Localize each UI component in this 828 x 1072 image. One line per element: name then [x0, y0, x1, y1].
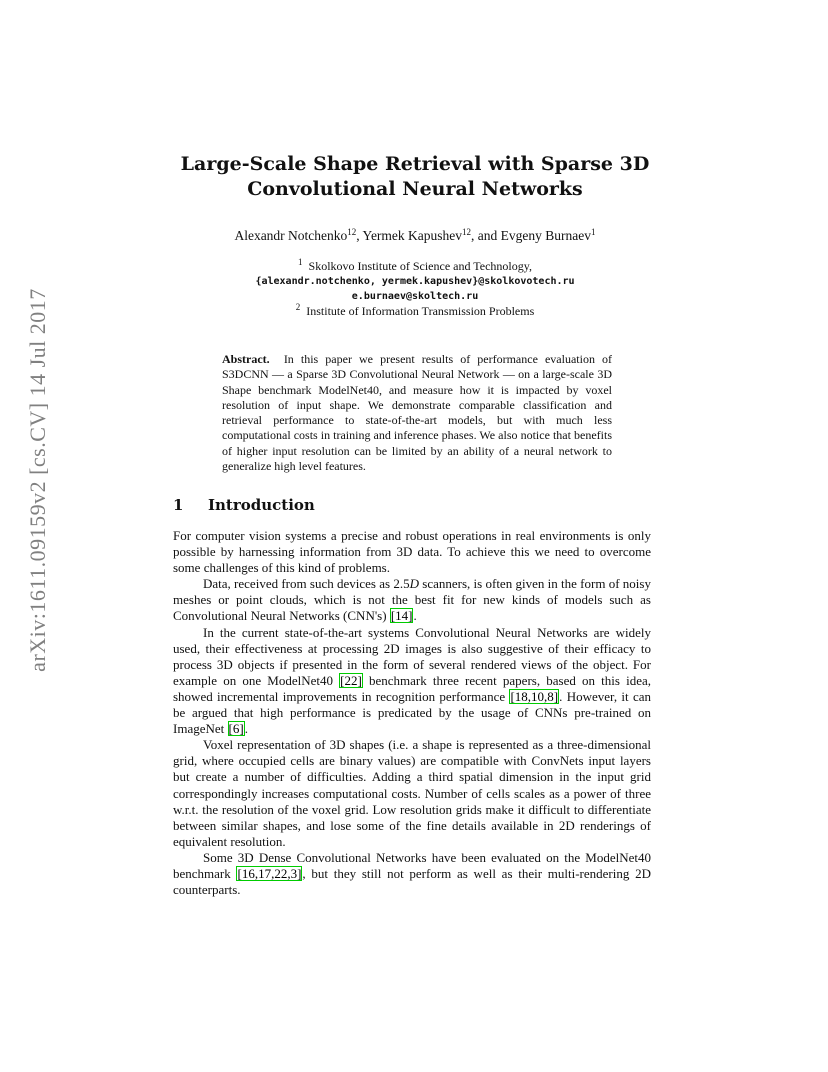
author-affil-mark: 12: [347, 227, 357, 237]
affiliation-mark: 2: [295, 302, 301, 312]
text-run: scanners, is often given in the form of noisy meshes or point clouds, which is not the best fit for new kinds of models such as Convolutional Neural Networks (CNN's): [173, 576, 651, 624]
citation-link[interactable]: [18,10,8]: [510, 688, 559, 704]
abstract-text: In this paper we present results of performance evaluation of S3DCNN — a Sparse 3D Convolutional Neural Network — on a large-scale 3D Shape benchmark ModelNet40, and measure how it is impacted by voxel resolution of input shape. We demonstrate comparable classification and retrieval performance to state-of-the-art models, but with much less computational costs in training and inference phases. We also notice that benefits of higher input resolution can be limited by an ability of a neural network to generalize high level features.: [222, 352, 613, 474]
author-affil-mark: 1: [591, 227, 596, 237]
text-run: benchmark three recent papers, based on this idea, showed incremental improvements in recognition performance: [173, 672, 651, 704]
paragraph: For computer vision systems a precise and robust operations in real environments is only possible by harnessing information from 3D data. To achieve this we need to overcome some challenges of this kind of problems.: [173, 528, 651, 576]
paragraph: [173, 850, 651, 898]
section-number: 1: [173, 496, 184, 514]
author-separator: ,: [356, 228, 363, 243]
arxiv-stamp: arXiv:1611.09159v2 [cs.CV] 14 Jul 2017: [25, 288, 50, 672]
email-line-1: {alexandr.notchenko, yermek.kapushev}@skolkovotech.ru: [255, 276, 575, 287]
affiliation-text: Institute of Information Transmission Problems: [306, 304, 535, 318]
section-body: [173, 528, 651, 898]
abstract-label: Abstract.: [222, 352, 270, 366]
paper-title: [160, 152, 670, 202]
affiliation-2: [160, 304, 670, 319]
author-separator: , and: [471, 228, 501, 243]
author-list: [150, 228, 680, 244]
author-name: Yermek Kapushev: [362, 228, 463, 243]
author-name: Evgeny Burnaev: [500, 228, 592, 243]
affiliation-1: [160, 259, 670, 274]
citation-link[interactable]: [6]: [228, 721, 244, 737]
title-line-1: Large-Scale Shape Retrieval with Sparse 3D: [180, 153, 650, 175]
email-line-2: e.burnaev@skoltech.ru: [351, 291, 479, 302]
italic-run: D: [409, 576, 419, 592]
author-affil-mark: 12: [462, 227, 472, 237]
paragraph: Voxel representation of 3D shapes (i.e. a shape is represented as a three-dimensional grid, where occupied cells are binary values) are compatible with ConvNets input layers but create a number of difficulties. Adding a third spatial dimension in the input grid correspondingly increases computational costs. Number of cells scales as a power of three w.r.t. the resolution of the voxel grid. Low resolution grids make it difficult to differentiate between similar shapes, and lose some of the fine details available in 2D renderings of equivalent resolution.: [173, 737, 651, 849]
citation-link[interactable]: [14]: [390, 608, 413, 624]
text-run: Data, received from such devices as 2.5: [203, 576, 410, 592]
abstract: [222, 352, 612, 474]
text-run: . However, it can be argued that high performance is predicated by the usage of CNNs pre-trained on ImageNet: [173, 688, 651, 737]
text-run: , but they still not perform as well as their multi-rendering 2D counterparts.: [173, 865, 651, 898]
text-run: .: [413, 608, 417, 624]
text-run: In the current state-of-the-art systems Convolutional Neural Networks are widely used, their effectiveness at processing 2D images is also suggestive of their efficacy to process 3D objects if presented in the form of several rendered views of the object. For example on one ModelNet40: [173, 624, 651, 688]
paragraph: [173, 576, 651, 624]
title-line-2: Convolutional Neural Networks: [247, 178, 583, 200]
section-title: Introduction: [208, 496, 315, 514]
citation-link[interactable]: [22]: [340, 672, 362, 688]
text-run: Some 3D Dense Convolutional Networks have been evaluated on the ModelNet40 benchmark: [173, 849, 651, 881]
section-heading: [173, 496, 315, 514]
paragraph: [173, 625, 651, 738]
author-name: Alexandr Notchenko: [234, 228, 348, 243]
citation-link[interactable]: [16,17,22,3]: [237, 865, 302, 881]
affiliation-text: Skolkovo Institute of Science and Technology,: [308, 259, 532, 273]
text-run: .: [244, 721, 248, 737]
affiliation-mark: 1: [298, 257, 303, 267]
affiliations: [160, 259, 670, 319]
